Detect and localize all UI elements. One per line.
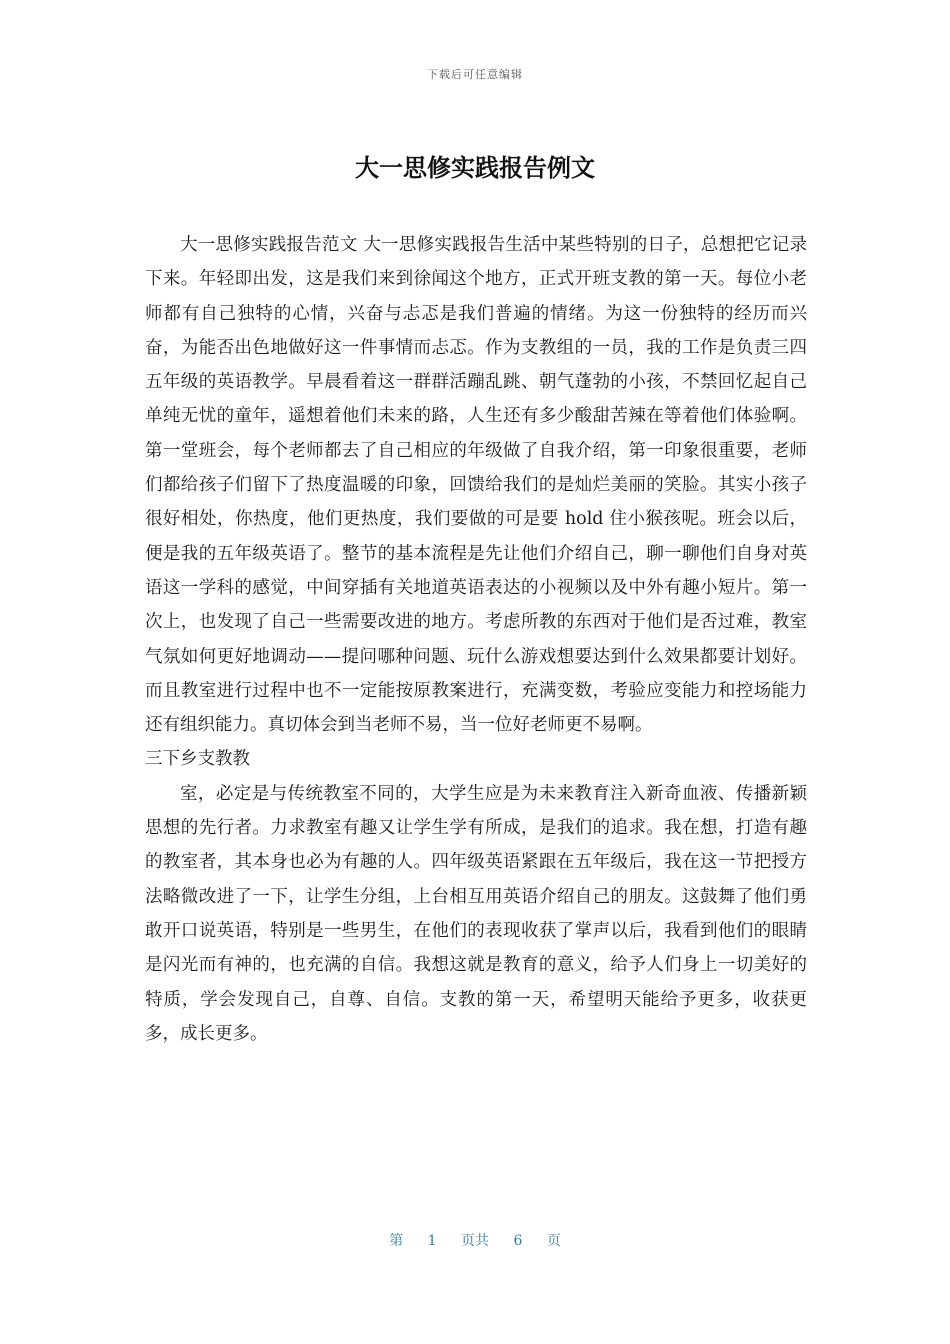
page-label-middle: 页共 <box>461 1233 489 1249</box>
current-page-number: 1 <box>427 1233 437 1249</box>
paragraph-3: 室，必定是与传统教室不同的，大学生应是为未来教育注入新奇血液、传播新颖思想的先行者。力求教室有趣又让学生学有所成，是我们的追求。我在想，打造有趣的教室者，其本身也必为有趣的人。四年级英语紧跟在五年级后，我在这一节把授方法略微改进了一下，让学生分组，上台相互用英语介绍自己的朋友。这鼓舞了他们勇敢开口说英语，特别是一些男生，在他们的表现收获了掌声以后，我看到他们的眼睛是闪光而有神的，也充满的自信。我想这就是教育的意义，给予人们身上一切美好的特质，学会发现自己，自尊、自信。支教的第一天，希望明天能给予更多，收获更多，成长更多。 <box>145 783 807 1044</box>
paragraph-2: 三下乡支教教 <box>145 749 250 770</box>
total-pages-number: 6 <box>513 1233 523 1249</box>
page-label-prefix: 第 <box>389 1233 404 1249</box>
page-footer <box>0 1230 950 1250</box>
paragraph-1: 大一思修实践报告范文 大一思修实践报告生活中某些特别的日子，总想把它记录下来。年轻即出发，这是我们来到徐闻这个地方，正式开班支教的第一天。每位小老师都有自己独特的心情，兴奋与忐忑是我们普遍的情绪。为这一份独特的经历而兴奋，为能否出色地做好这一件事情而忐忑。作为支教组的一员，我的工作是负责三四五年级的英语教学。早晨看着这一群群活蹦乱跳、朝气蓬勃的小孩，不禁回忆起自己单纯无忧的童年，遥想着他们未来的路，人生还有多少酸甜苦辣在等着他们体验啊。第一堂班会，每个老师都去了自己相应的年级做了自我介绍，第一印象很重要，老师们都给孩子们留下了热度温暖的印象，回馈给我们的是灿烂美丽的笑脸。其实小孩子很好相处，你热度，他们更热度，我们要做的可是要 hold 住小猴孩呢。班会以后，便是我的五年级英语了。整节的基本流程是先让他们介绍自己，聊一聊他们自身对英语这一学科的感觉，中间穿插有关地道英语表达的小视频以及中外有趣小短片。第一次上，也发现了自己一些需要改进的地方。考虑所教的东西对于他们是否过难，教室气氛如何更好地调动——提问哪种问题、玩什么游戏想要达到什么效果都要计划好。而且教室进行过程中也不一定能按原教案进行，充满变数，考验应变能力和控场能力还有组织能力。真切体会到当老师不易，当一位好老师更不易啊。 <box>145 235 807 736</box>
document-body <box>145 228 807 1051</box>
document-title: 大一思修实践报告例文 <box>355 154 595 182</box>
header-note: 下载后可任意编辑 <box>427 68 523 81</box>
page-label-suffix: 页 <box>546 1233 561 1249</box>
